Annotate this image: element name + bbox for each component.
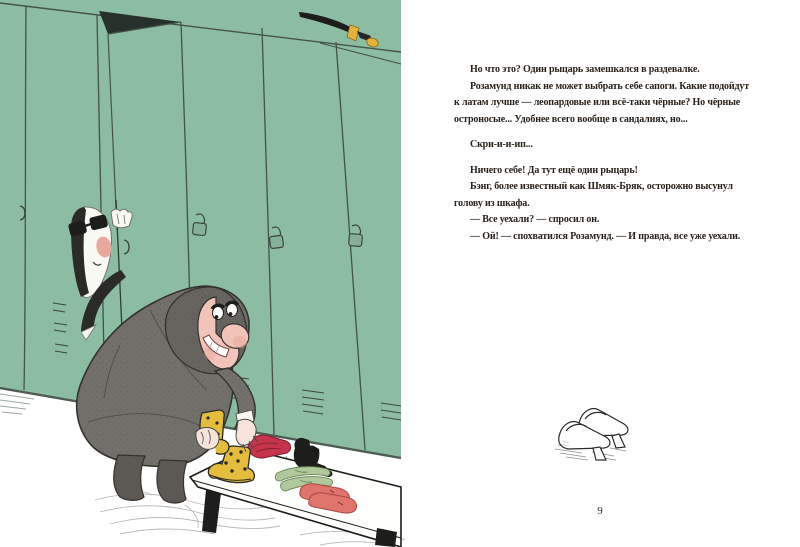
story-line: Ничего себе! Да тут ещё один рыцарь! <box>470 164 638 176</box>
story-line: остроносые... Удобнее всего вообще в сандалиях, но... <box>454 113 688 125</box>
page-number: 9 <box>597 505 603 517</box>
white-pumps-illustration <box>552 400 647 464</box>
story-line: Розамунд никак не может выбрать себе сапоги. Какие подойдут <box>470 80 750 92</box>
rosamund-left-hand <box>196 428 219 450</box>
story-text <box>454 62 794 245</box>
story-line: — Все уехали? — спросил он. <box>470 214 600 225</box>
story-line: Бэнг, более известный как Шмяк-Бряк, осторожно высунул <box>470 181 733 192</box>
story-line: — Ой! — спохватился Розамунд. — И правда, все уже уехали. <box>470 230 741 242</box>
peeking-knight-fingers <box>111 209 132 228</box>
story-line: к латам лучше — леопардовые или всё-таки чёрные? Но чёрные <box>454 97 741 108</box>
bench-leg <box>202 490 221 533</box>
story-line: Скри-и-и-ип... <box>470 139 533 150</box>
story-line: Но что это? Один рыцарь замешкался в раздевалке. <box>470 64 700 75</box>
yellow-spotted-boot <box>208 446 254 483</box>
story-line: голову из шкафа. <box>454 197 530 209</box>
